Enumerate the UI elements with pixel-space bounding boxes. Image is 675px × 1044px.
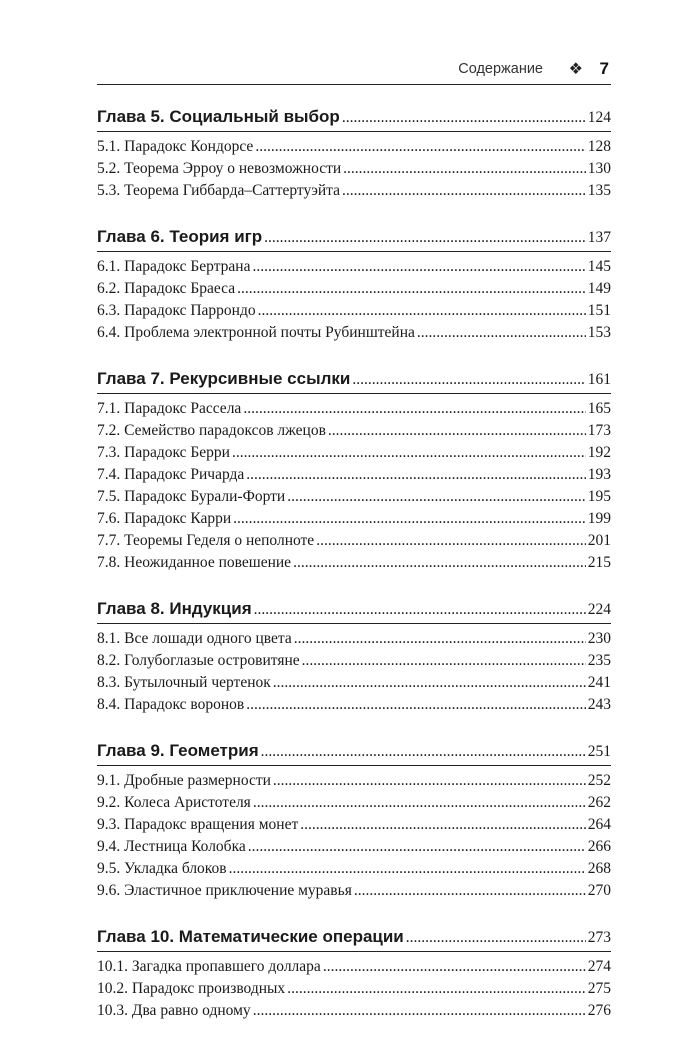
dot-leader xyxy=(352,367,585,393)
section-title: 8.3. Бутылочный чертенок xyxy=(97,674,271,691)
section-page: 243 xyxy=(587,696,611,713)
chapter-title: Глава 5. Социальный выбор xyxy=(97,107,340,126)
toc-section-entry[interactable] xyxy=(97,136,611,158)
toc-chapter-entry[interactable] xyxy=(97,224,611,250)
section-title: 9.6. Эластичное приключение муравья xyxy=(97,882,352,899)
chapter-title: Глава 8. Индукция xyxy=(97,599,252,618)
toc-section-entry[interactable] xyxy=(97,398,611,420)
section-page: 153 xyxy=(587,324,611,341)
section-page: 230 xyxy=(587,630,611,647)
section-title: 10.2. Парадокс производных xyxy=(97,980,286,997)
section-title: 7.2. Семейство парадоксов лжецов xyxy=(97,422,326,439)
section-page: 201 xyxy=(587,532,611,549)
dot-leader xyxy=(294,628,586,650)
section-page: 270 xyxy=(587,882,611,899)
section-page: 262 xyxy=(587,794,611,811)
toc-section-entry[interactable] xyxy=(97,442,611,464)
section-title: 6.2. Парадокс Браеса xyxy=(97,280,236,297)
section-title: 7.3. Парадокс Берри xyxy=(97,444,230,461)
chapter-page: 137 xyxy=(587,229,611,246)
toc-section-entry[interactable] xyxy=(97,880,611,902)
section-title: 6.4. Проблема электронной почты Рубинштейна xyxy=(97,324,415,341)
toc-section-entry[interactable] xyxy=(97,814,611,836)
toc-section-entry[interactable] xyxy=(97,180,611,202)
toc-chapter-entry[interactable] xyxy=(97,104,611,130)
dot-leader xyxy=(229,858,586,880)
section-title: 8.4. Парадокс воронов xyxy=(97,696,245,713)
dot-leader xyxy=(248,836,586,858)
dot-leader xyxy=(316,530,586,552)
dot-leader xyxy=(342,105,586,131)
section-page: 145 xyxy=(587,258,611,275)
section-page: 268 xyxy=(587,860,611,877)
toc-section-entry[interactable] xyxy=(97,956,611,978)
section-title: 10.3. Два равно одному xyxy=(97,1002,251,1019)
toc-section-entry[interactable] xyxy=(97,770,611,792)
dot-leader xyxy=(287,486,586,508)
toc-chapter xyxy=(97,104,611,202)
dot-leader xyxy=(246,464,585,486)
toc-section-entry[interactable] xyxy=(97,552,611,574)
dot-leader xyxy=(273,770,586,792)
section-page: 151 xyxy=(587,302,611,319)
section-page: 241 xyxy=(587,674,611,691)
section-page: 149 xyxy=(587,280,611,297)
section-page: 215 xyxy=(587,554,611,571)
section-page: 193 xyxy=(587,466,611,483)
dot-leader xyxy=(233,508,586,530)
section-page: 266 xyxy=(587,838,611,855)
dot-leader xyxy=(302,650,586,672)
section-page: 192 xyxy=(587,444,611,461)
toc-section-entry[interactable] xyxy=(97,792,611,814)
page-number: 7 xyxy=(599,59,609,78)
chapter-rule xyxy=(97,251,611,252)
toc-section-entry[interactable] xyxy=(97,256,611,278)
toc-section-entry[interactable] xyxy=(97,158,611,180)
section-page: 199 xyxy=(587,510,611,527)
section-title: 8.2. Голубоглазые островитяне xyxy=(97,652,300,669)
section-page: 130 xyxy=(587,160,611,177)
toc-chapter-entry[interactable] xyxy=(97,738,611,764)
chapter-page: 124 xyxy=(587,109,611,126)
dot-leader xyxy=(273,672,586,694)
section-page: 275 xyxy=(587,980,611,997)
section-title: 7.4. Парадокс Ричарда xyxy=(97,466,245,483)
section-page: 252 xyxy=(587,772,611,789)
dot-leader xyxy=(354,880,586,902)
dot-leader xyxy=(342,180,586,202)
toc-chapter xyxy=(97,366,611,574)
chapter-page: 224 xyxy=(587,601,611,618)
section-title: 6.3. Парадокс Паррондо xyxy=(97,302,256,319)
dot-leader xyxy=(328,420,586,442)
section-page: 276 xyxy=(587,1002,611,1019)
section-title: 5.1. Парадокс Кондорсе xyxy=(97,138,254,155)
chapter-page: 161 xyxy=(587,371,611,388)
section-page: 128 xyxy=(587,138,611,155)
chapter-rule xyxy=(97,951,611,952)
toc-chapter xyxy=(97,738,611,902)
toc-section-entry[interactable] xyxy=(97,278,611,300)
dot-leader xyxy=(293,552,586,574)
dot-leader xyxy=(237,278,586,300)
chapter-rule xyxy=(97,765,611,766)
toc-section-entry[interactable] xyxy=(97,650,611,672)
section-title: 7.6. Парадокс Карри xyxy=(97,510,232,527)
dot-leader xyxy=(258,300,586,322)
dot-leader xyxy=(246,694,586,716)
dot-leader xyxy=(343,158,586,180)
chapter-rule xyxy=(97,623,611,624)
section-page: 165 xyxy=(587,400,611,417)
toc-section-entry[interactable] xyxy=(97,508,611,530)
toc-section-entry[interactable] xyxy=(97,672,611,694)
chapter-rule xyxy=(97,393,611,394)
toc-section-entry[interactable] xyxy=(97,486,611,508)
section-page: 195 xyxy=(587,488,611,505)
dot-leader xyxy=(255,136,585,158)
chapter-title: Глава 6. Теория игр xyxy=(97,227,263,246)
toc-section-entry[interactable] xyxy=(97,420,611,442)
section-title: 6.1. Парадокс Бертрана xyxy=(97,258,251,275)
running-header xyxy=(97,56,611,82)
toc-section-entry[interactable] xyxy=(97,628,611,650)
section-title: 10.1. Загадка пропавшего доллара xyxy=(97,958,321,975)
section-title: 7.7. Теоремы Геделя о неполноте xyxy=(97,532,315,549)
section-title: 9.1. Дробные размерности xyxy=(97,772,271,789)
toc-section-entry[interactable] xyxy=(97,322,611,344)
dot-leader xyxy=(253,792,586,814)
section-title: 9.5. Укладка блоков xyxy=(97,860,227,877)
section-title: 7.5. Парадокс Бурали-Форти xyxy=(97,488,286,505)
section-title: 5.2. Теорема Эрроу о невозможности xyxy=(97,160,342,177)
toc-chapter-entry[interactable] xyxy=(97,924,611,950)
four-diamonds-icon: ❖ xyxy=(568,59,583,78)
dot-leader xyxy=(252,256,585,278)
dot-leader xyxy=(323,956,586,978)
section-title: 7.8. Неожиданное повешение xyxy=(97,554,292,571)
toc-section-entry[interactable] xyxy=(97,464,611,486)
toc-section-entry[interactable] xyxy=(97,694,611,716)
toc-chapter xyxy=(97,924,611,1022)
section-title: 9.2. Колеса Аристотеля xyxy=(97,794,251,811)
section-page: 264 xyxy=(587,816,611,833)
dot-leader xyxy=(406,925,586,951)
dot-leader xyxy=(243,398,585,420)
toc-section-entry[interactable] xyxy=(97,1000,611,1022)
toc-section-entry[interactable] xyxy=(97,530,611,552)
dot-leader xyxy=(417,322,586,344)
toc-chapter-entry[interactable] xyxy=(97,596,611,622)
dot-leader xyxy=(300,814,586,836)
toc-section-entry[interactable] xyxy=(97,836,611,858)
dot-leader xyxy=(287,978,586,1000)
toc-section-entry[interactable] xyxy=(97,858,611,880)
chapter-title: Глава 10. Математические операции xyxy=(97,927,404,946)
chapter-page: 273 xyxy=(587,929,611,946)
section-title: 9.3. Парадокс вращения монет xyxy=(97,816,299,833)
toc-section-entry[interactable] xyxy=(97,978,611,1000)
toc-chapter xyxy=(97,224,611,344)
table-of-contents xyxy=(97,104,611,1044)
header-rule xyxy=(97,84,611,85)
section-title: 9.4. Лестница Колобка xyxy=(97,838,246,855)
toc-section-entry[interactable] xyxy=(97,300,611,322)
section-page: 274 xyxy=(587,958,611,975)
section-page: 235 xyxy=(587,652,611,669)
dot-leader xyxy=(261,739,586,765)
toc-chapter-entry[interactable] xyxy=(97,366,611,392)
chapter-page: 251 xyxy=(587,743,611,760)
running-header-title: Содержание xyxy=(458,61,543,77)
dot-leader xyxy=(264,225,586,251)
chapter-title: Глава 7. Рекурсивные ссылки xyxy=(97,369,351,388)
dot-leader xyxy=(232,442,586,464)
chapter-rule xyxy=(97,131,611,132)
chapter-title: Глава 9. Геометрия xyxy=(97,741,259,760)
toc-chapter xyxy=(97,596,611,716)
dot-leader xyxy=(253,1000,586,1022)
section-title: 7.1. Парадокс Рассела xyxy=(97,400,242,417)
section-page: 135 xyxy=(587,182,611,199)
section-title: 5.3. Теорема Гиббарда–Саттертуэйта xyxy=(97,182,340,199)
section-title: 8.1. Все лошади одного цвета xyxy=(97,630,292,647)
dot-leader xyxy=(254,597,586,623)
section-page: 173 xyxy=(587,422,611,439)
